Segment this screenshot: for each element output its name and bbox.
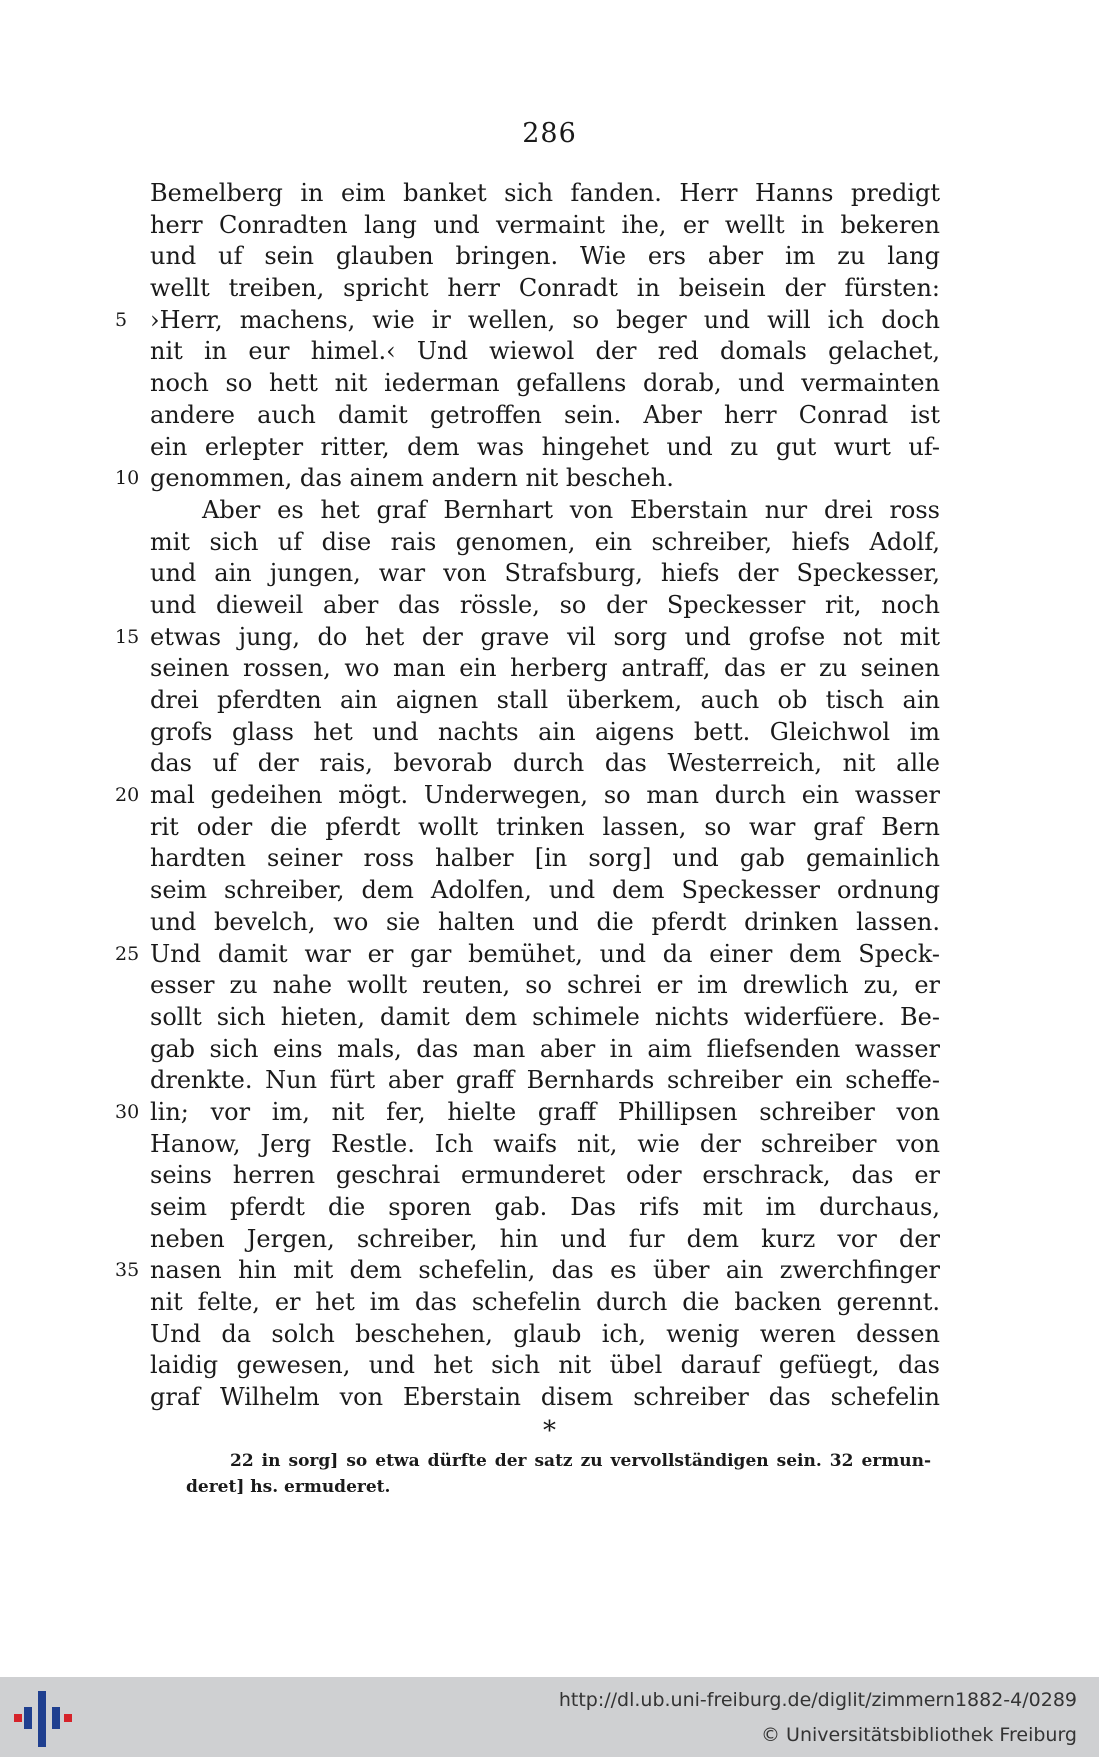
text-line [150,527,940,559]
line-text: esser zu nahe wollt reuten, so schrei er im drewlich zu, er [150,971,940,1000]
line-text: und bevelch, wo sie halten und die pferdt drinken lassen. [150,907,940,936]
text-line [150,590,940,622]
line-text: und uf sein glauben bringen. Wie ers aber im zu lang [150,242,940,271]
line-number: 20 [115,784,140,807]
line-text: Und da solch beschehen, glaub ich, wenig weren dessen [150,1319,940,1348]
line-text: mal gedeihen mögt. Underwegen, so man durch ein wasser [150,781,940,810]
text-line [150,1192,940,1224]
text-line [150,812,940,844]
line-text: andere auch damit getroffen sein. Aber herr Conrad ist [150,400,940,429]
footnotes [186,1448,931,1500]
line-text: seim pferdt die sporen gab. Das rifs mit im durchaus, [150,1193,940,1221]
text-line [150,970,940,1002]
line-text: nit felte, er het im das schefelin durch die backen gerennt. [150,1288,940,1317]
text-line [150,368,940,400]
text-line [150,1065,940,1097]
line-text: ein erlepter ritter, dem was hingehet und zu gut wurt uf- [150,432,940,461]
line-text: lin; vor im, nit fer, hielte graff Phillipsen schreiber von [150,1097,940,1126]
line-text: Hanow, Jerg Restle. Ich waifs nit, wie der schreiber von [150,1129,940,1158]
footnote-line: deret] hs. ermuderet. [186,1477,391,1497]
line-text: das uf der rais, bevorab durch das Westerreich, nit alle [150,749,940,778]
line-text: neben Jergen, schreiber, hin und fur dem kurz vor der [150,1224,940,1253]
line-number: 30 [115,1100,140,1123]
line-text: gab sich eins mals, das man aber in aim fliefsenden wasser [150,1034,940,1063]
text-line [150,843,940,875]
text-line [150,1382,940,1414]
line-text: hardten seiner ross halber [in sorg] und gab gemainlich [150,844,940,873]
text-line [150,1224,940,1256]
line-number: 5 [115,308,128,331]
text-line [150,558,940,590]
text-line [150,1350,940,1382]
text-line [150,875,940,907]
text-line [150,685,940,717]
line-text: drenkte. Nun fürt aber graff Bernhards schreiber ein scheffe- [150,1066,940,1095]
text-line [150,1034,940,1066]
text-line [150,1319,940,1351]
page-number: 286 [522,118,577,149]
text-line [115,463,940,495]
line-text: etwas jung, do het der grave vil sorg und grofse not mit [150,622,940,651]
text-line [150,1160,940,1192]
text-line [150,432,940,464]
line-text: mit sich uf dise rais genomen, ein schreiber, hiefs Adolf, [150,527,940,556]
line-text: grofs glass het und nachts ain aigens bett. Gleichwol im [150,717,940,746]
line-text: Bemelberg in eim banket sich fanden. Herr Hanns predigt [150,179,940,207]
line-text: und dieweil aber das rössle, so der Speckesser rit, noch [150,590,940,619]
library-logo-icon[interactable] [14,1691,74,1747]
line-text: seim schreiber, dem Adolfen, und dem Speckesser ordnung [150,876,940,905]
line-text: Aber es het graf Bernhart von Eberstain nur drei ross [202,495,940,524]
copyright-notice: © Universitätsbibliothek Freiburg [761,1724,1077,1746]
document-url[interactable]: http://dl.ub.uni-freiburg.de/diglit/zimmern1882-4/0289 [558,1689,1077,1711]
line-text: und ain jungen, war von Strafsburg, hiefs der Speckesser, [150,559,940,588]
text-line [115,1255,940,1287]
text-line [150,336,940,368]
text-line [150,717,940,749]
line-text: nasen hin mit dem schefelin, das es über ain zwerchfinger [150,1256,940,1285]
line-text: ›Herr, machens, wie ir wellen, so beger und will ich doch [150,305,940,334]
text-line [115,1097,940,1129]
line-number: 15 [115,625,140,648]
main-text [115,178,940,1414]
text-line [115,622,940,654]
line-number: 35 [115,1259,140,1282]
text-line [115,780,940,812]
line-text: nit in eur himel.‹ Und wiewol der red domals gelachet, [150,337,940,366]
line-text: noch so hett nit iederman gefallens dorab, und vermainten [150,369,940,398]
text-line [150,1287,940,1319]
line-text: wellt treiben, spricht herr Conradt in beisein der fürsten: [150,274,940,303]
line-text: graf Wilhelm von Eberstain disem schreiber das schefelin [150,1383,940,1412]
footnote-divider: * [543,1416,556,1446]
footnote-line: 22 in sorg] so etwa dürfte der satz zu vervollständigen sein. 32 ermun- [230,1451,931,1471]
text-line [150,653,940,685]
text-line [115,939,940,971]
text-line [150,273,940,305]
line-number: 25 [115,942,140,965]
line-text: rit oder die pferdt wollt trinken lassen, so war graf Bern [150,812,940,841]
line-number: 10 [115,467,140,490]
text-line [150,1129,940,1161]
line-text: genommen, das ainem andern nit bescheh. [150,464,674,493]
line-text: laidig gewesen, und het sich nit übel darauf gefüegt, das [150,1351,940,1380]
line-text: herr Conradten lang und vermaint ihe, er wellt in bekeren [150,210,940,239]
footer-bar [0,1677,1099,1757]
line-text: sollt sich hieten, damit dem schimele nichts widerfüere. Be- [150,1002,940,1031]
line-text: seins herren geschrai ermunderet oder erschrack, das er [150,1161,940,1190]
line-text: drei pferdten ain aignen stall überkem, auch ob tisch ain [150,686,940,714]
text-line [150,241,940,273]
text-line [150,748,940,780]
line-text: Und damit war er gar bemühet, und da einer dem Speck- [150,939,940,968]
line-text: seinen rossen, wo man ein herberg antraff, das er zu seinen [150,654,940,683]
text-line [150,1002,940,1034]
text-line [150,210,940,242]
text-line [150,495,940,527]
text-line [115,305,940,337]
text-line [150,178,940,210]
text-line [150,400,940,432]
text-line [150,907,940,939]
